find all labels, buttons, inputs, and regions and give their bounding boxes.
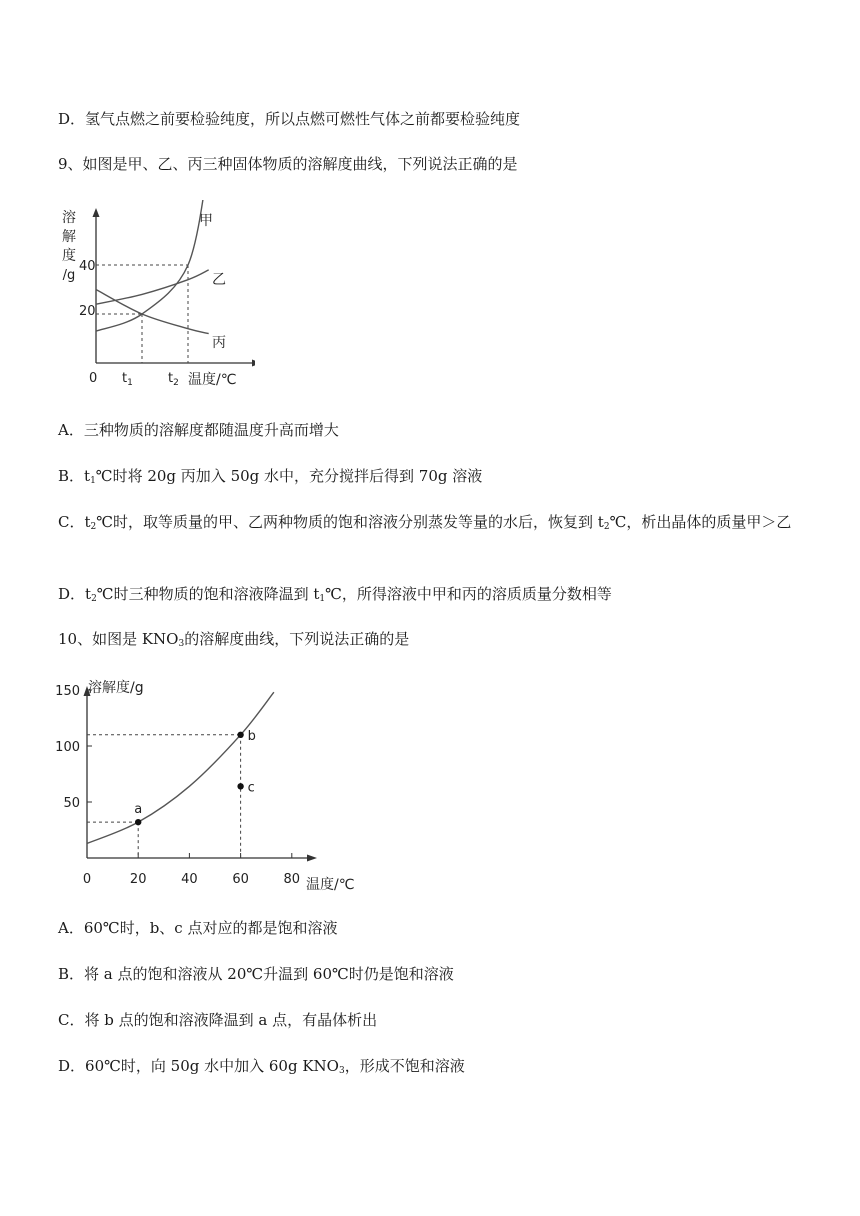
chart2-xtick-label-60: 60 (232, 872, 249, 887)
chart2-x-label: 温度/℃ (306, 877, 355, 892)
q9-option-a: A．三种物质的溶解度都随温度升高而增大 (58, 421, 339, 439)
chart2-ytick-label-100: 100 (55, 740, 80, 755)
q9-option-c: C．$t_2℃$时，取等质量的甲、乙两种物质的饱和溶液分别蒸发等量的水后，恢复到 $t_2℃$，析出晶体的质量甲＞乙 (58, 513, 792, 532)
chart1-ylabel-char: /g (62, 268, 76, 283)
chart2-xtick-label-20: 20 (129, 872, 147, 887)
chart2-curve-kno3 (87, 692, 274, 843)
q10-option-c: C．将 b 点的饱和溶液降温到 a 点，有晶体析出 (58, 1011, 378, 1029)
q10-option-b: B．将 a 点的饱和溶液从 20℃升温到 60℃时仍是饱和溶液 (58, 965, 454, 983)
chart1-x-label: 温度/℃ (188, 372, 237, 388)
chart1-ylabel-char: 溶 (62, 210, 76, 226)
chart2-curve (87, 692, 274, 843)
chart2-point-label-a: a (134, 802, 143, 818)
chart2-xtick-label-80: 80 (283, 872, 301, 887)
chart2-ticks (87, 690, 292, 858)
q9-stem: 9、如图是甲、乙、丙三种固体物质的溶解度曲线，下列说法正确的是 (58, 155, 518, 173)
q10-option-a: A．60℃时，b、c 点对应的都是饱和溶液 (58, 919, 338, 937)
chart2-points (134, 729, 256, 826)
chart2-point-a (135, 819, 141, 825)
q10-option-d: D．60℃时，向 50g 水中加入 60g $KNO_3$，形成不饱和溶液 (58, 1057, 465, 1076)
chart1-y-label (62, 209, 76, 283)
q9-option-b: B．$t_1℃$时将 20g 丙加入 50g 水中，充分搅拌后得到 70g 溶液 (58, 467, 483, 486)
chart2-tick-labels (55, 684, 300, 887)
q8-option-d: D．氢气点燃之前要检验纯度，所以点燃可燃性气体之前都要检验纯度 (58, 110, 521, 128)
chart1-xtick-t1: $t_1$ (122, 371, 133, 388)
chart2-ytick-label-150: 150 (55, 684, 80, 699)
chart1-origin: 0 (89, 371, 98, 386)
chart2-guide-lines (87, 735, 241, 858)
chart1-series-label-yi: 乙 (212, 272, 226, 288)
chart1-ylabel-char: 度 (62, 248, 76, 264)
chart1-ylabel-char: 解 (62, 229, 76, 245)
chart1-ytick-40: 40 (79, 259, 96, 274)
chart1-curve-jia (96, 200, 209, 331)
chart1-curves (96, 200, 209, 334)
q10-stem: 10、如图是 $KNO_3$的溶解度曲线，下列说法正确的是 (58, 630, 410, 649)
chart2-point-b (237, 732, 243, 738)
chart1-series-label-jia: 甲 (199, 213, 213, 229)
chart2-point-label-c: c (247, 780, 255, 796)
chart1-xtick-t2: $t_2$ (168, 371, 179, 388)
chart2-x-arrow (307, 855, 317, 862)
chart2-point-c (237, 783, 243, 789)
chart1-ytick-20: 20 (79, 304, 96, 319)
chart1-series-label-bing: 丙 (212, 335, 226, 351)
chart2-y-label: 溶解度/g (88, 680, 144, 696)
q9-option-d: D．$t_2℃$时三种物质的饱和溶液降温到 $t_1℃$，所得溶液中甲和丙的溶质质量分数相等 (58, 585, 612, 604)
chart2-xtick-label-0: 0 (82, 872, 92, 887)
chart2-xtick-label-40: 40 (181, 872, 198, 887)
kno3-solubility-chart (55, 672, 375, 892)
solubility-chart-1 (55, 200, 255, 390)
chart1-x-arrow (252, 360, 255, 367)
chart1-y-arrow (93, 208, 100, 217)
chart2-ytick-label-50: 50 (63, 796, 80, 811)
chart2-point-label-b: b (247, 728, 256, 744)
